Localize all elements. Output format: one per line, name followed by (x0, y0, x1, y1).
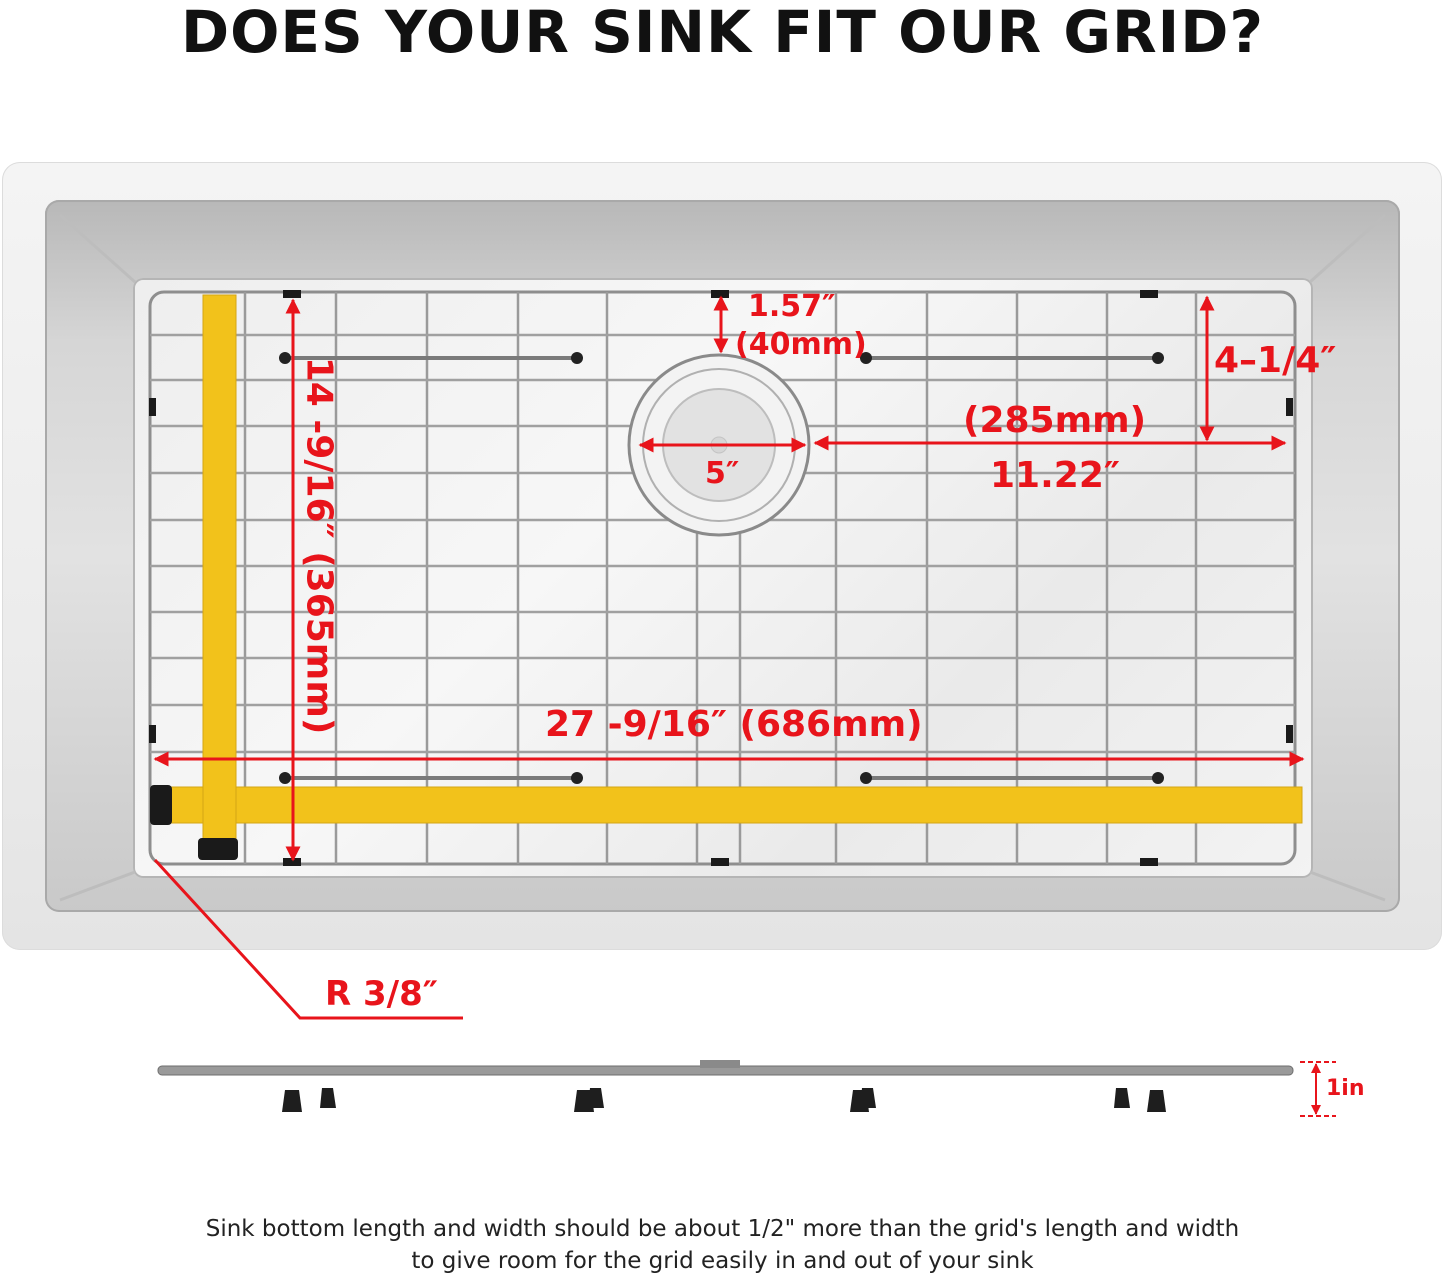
foot-height-label: 1in (1326, 1076, 1365, 1101)
tape-measure-vertical (198, 295, 238, 860)
grid-width-label: 14 -9/16″ (365mm) (298, 356, 340, 735)
grid-side-profile (158, 1060, 1293, 1112)
caption-line-2: to give room for the grid easily in and out of your sink (411, 1248, 1034, 1274)
tape-measure-horizontal (150, 785, 1302, 825)
page-title: DOES YOUR SINK FIT OUR GRID? (180, 0, 1265, 66)
drain-diameter-label: 5″ (705, 456, 740, 491)
grid-length-label: 27 -9/16″ (686mm) (545, 704, 923, 745)
drain-to-edge-mm-label: (285mm) (963, 400, 1147, 441)
right-offset-label: 4–1/4″ (1214, 340, 1337, 381)
corner-radius-label: R 3/8″ (325, 974, 438, 1014)
caption-line-1: Sink bottom length and width should be about 1/2" more than the grid's length and width (205, 1216, 1240, 1242)
drain-offset-mm-label: (40mm) (735, 327, 867, 362)
drain-to-edge-in-label: 11.22″ (990, 455, 1120, 496)
drain-offset-label: 1.57″ (748, 289, 836, 324)
